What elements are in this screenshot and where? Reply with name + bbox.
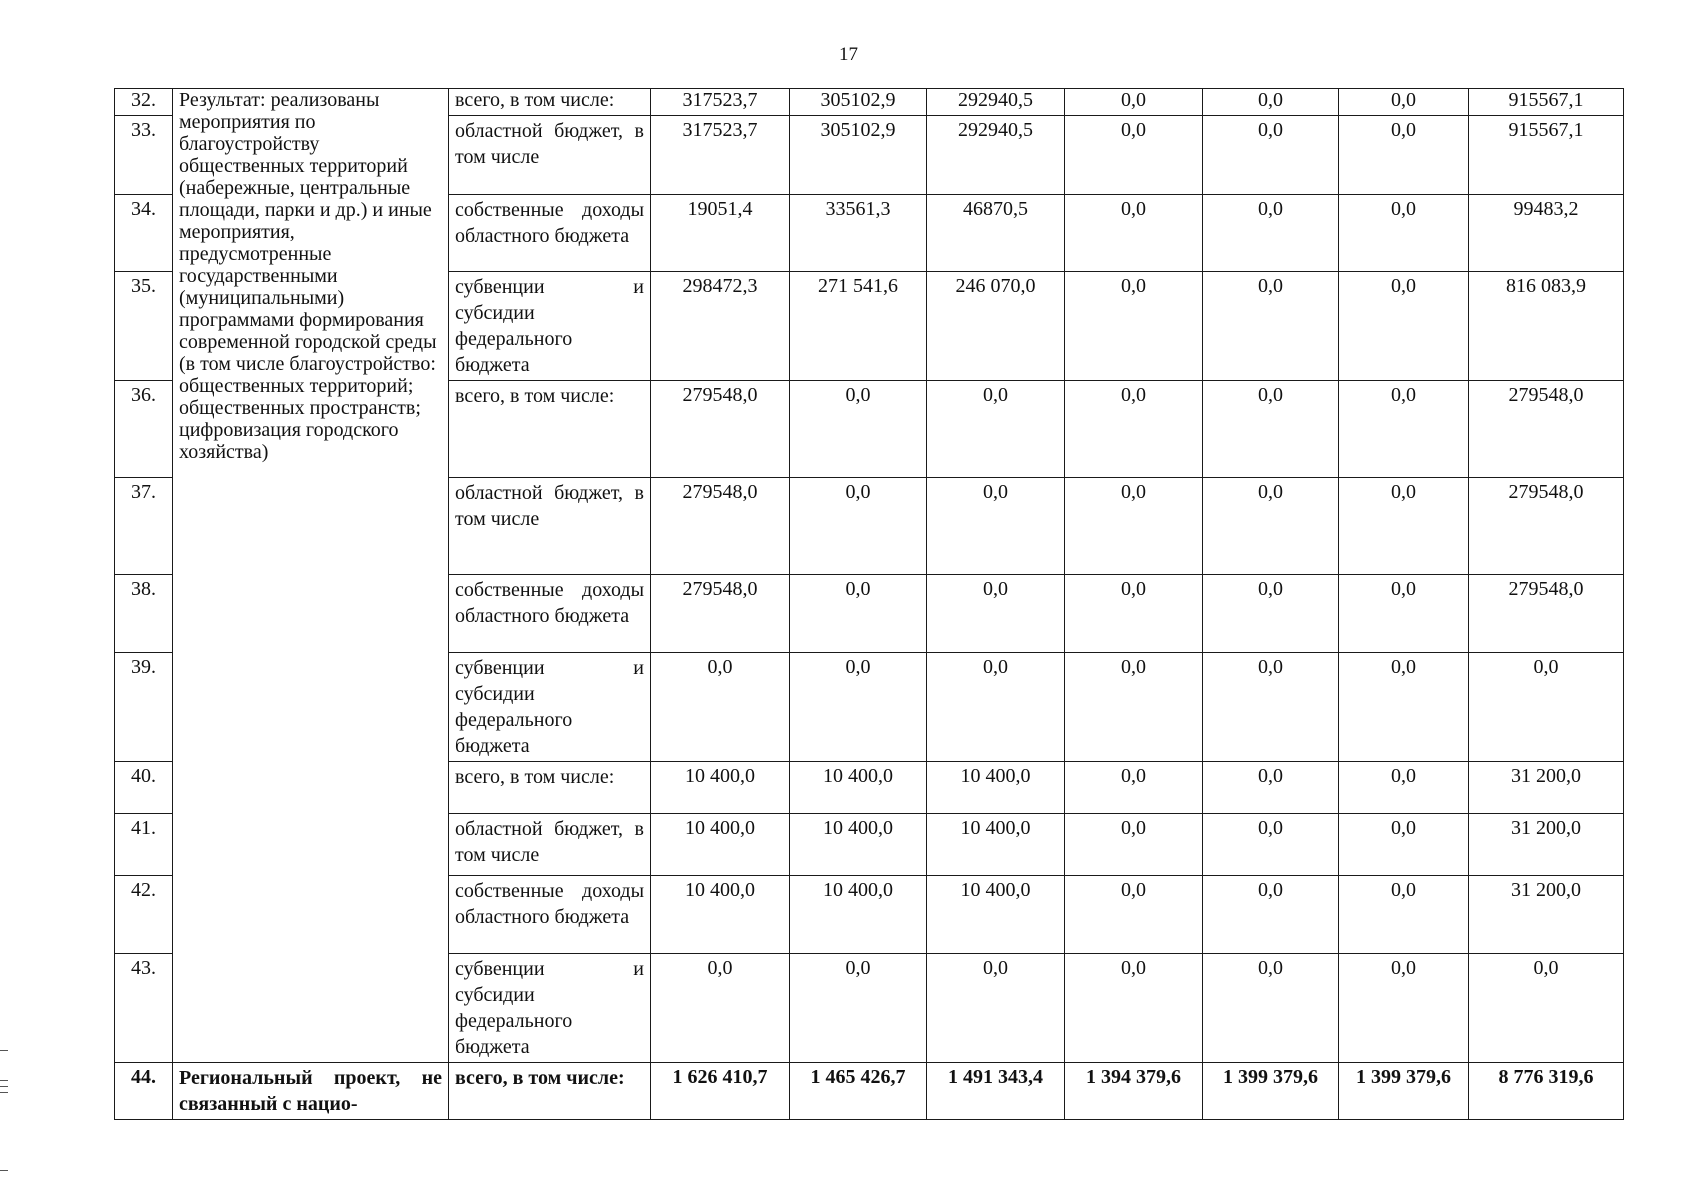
year-value-cell: 10 400,0 [790,762,927,814]
total-value-cell: 0,0 [1469,954,1624,1063]
total-value-cell: 0,0 [1469,653,1624,762]
year-value-cell: 0,0 [1339,575,1469,653]
year-value-cell: 0,0 [1339,195,1469,272]
year-value-cell: 10 400,0 [927,762,1065,814]
year-value-cell: 0,0 [1065,116,1203,195]
total-value-cell: 279548,0 [1469,575,1624,653]
year-value-cell: 0,0 [1339,89,1469,116]
year-value-cell: 1 394 379,6 [1065,1063,1203,1120]
year-value-cell: 1 465 426,7 [790,1063,927,1120]
year-value-cell: 0,0 [1203,272,1339,381]
funding-category: всего, в том числе: [449,1063,651,1120]
year-value-cell: 1 626 410,7 [651,1063,790,1120]
total-value-cell: 915567,1 [1469,116,1624,195]
result-description: Результат: реализованы мероприятия по благоустройству общественных территорий (набережные, центральные площади, парки и др.) и иные мероприятия, предусмотренные государственными (муниципальными) программами формирования современной городской среды (в том числе благоустройство: общественных территорий; общественных пространств; цифровизация городского хозяйства) [173,89,449,1063]
scan-edge-marks [0,1050,10,1170]
row-number: 40. [115,762,173,814]
year-value-cell: 246 070,0 [927,272,1065,381]
year-value-cell: 317523,7 [651,116,790,195]
year-value-cell: 0,0 [651,954,790,1063]
funding-category: собственные доходы областного бюджета [449,575,651,653]
year-value-cell: 0,0 [1203,195,1339,272]
total-value-cell: 915567,1 [1469,89,1624,116]
funding-category: собственные доходы областного бюджета [449,876,651,954]
year-value-cell: 1 491 343,4 [927,1063,1065,1120]
year-value-cell: 0,0 [1065,876,1203,954]
funding-category: всего, в том числе: [449,762,651,814]
row-number: 43. [115,954,173,1063]
year-value-cell: 0,0 [1203,575,1339,653]
funding-category: всего, в том числе: [449,381,651,478]
row-number: 37. [115,478,173,575]
row-number: 34. [115,195,173,272]
year-value-cell: 0,0 [790,575,927,653]
row-number: 44. [115,1063,173,1120]
total-value-cell: 279548,0 [1469,478,1624,575]
year-value-cell: 0,0 [1203,381,1339,478]
funding-category: субвенции и субсидии федерального бюджета [449,954,651,1063]
row-number: 35. [115,272,173,381]
year-value-cell: 0,0 [1203,876,1339,954]
project-name: Региональный проект, не связанный с нацио- [173,1063,449,1120]
year-value-cell: 298472,3 [651,272,790,381]
year-value-cell: 317523,7 [651,89,790,116]
year-value-cell: 0,0 [1203,478,1339,575]
year-value-cell: 279548,0 [651,478,790,575]
year-value-cell: 0,0 [1065,381,1203,478]
year-value-cell: 0,0 [1203,89,1339,116]
year-value-cell: 0,0 [1203,762,1339,814]
row-number: 42. [115,876,173,954]
row-number: 32. [115,89,173,116]
total-value-cell: 31 200,0 [1469,814,1624,876]
year-value-cell: 0,0 [651,653,790,762]
budget-table-body [115,89,1624,1120]
table-row [115,89,1624,116]
year-value-cell: 0,0 [927,653,1065,762]
year-value-cell: 0,0 [1339,381,1469,478]
year-value-cell: 0,0 [1339,814,1469,876]
year-value-cell: 1 399 379,6 [1203,1063,1339,1120]
year-value-cell: 10 400,0 [790,876,927,954]
year-value-cell: 0,0 [1065,653,1203,762]
year-value-cell: 0,0 [1065,814,1203,876]
funding-category: субвенции и субсидии федерального бюджета [449,653,651,762]
page-number: 17 [839,44,858,65]
funding-category: собственные доходы областного бюджета [449,195,651,272]
row-number: 41. [115,814,173,876]
year-value-cell: 33561,3 [790,195,927,272]
total-value-cell: 99483,2 [1469,195,1624,272]
year-value-cell: 19051,4 [651,195,790,272]
year-value-cell: 279548,0 [651,575,790,653]
year-value-cell: 10 400,0 [790,814,927,876]
total-value-cell: 8 776 319,6 [1469,1063,1624,1120]
funding-category: областной бюджет, в том числе [449,116,651,195]
funding-category: субвенции и субсидии федерального бюджета [449,272,651,381]
year-value-cell: 292940,5 [927,116,1065,195]
budget-table [114,88,1624,1120]
year-value-cell: 0,0 [790,381,927,478]
year-value-cell: 0,0 [1065,575,1203,653]
year-value-cell: 0,0 [1339,272,1469,381]
year-value-cell: 271 541,6 [790,272,927,381]
year-value-cell: 0,0 [927,954,1065,1063]
year-value-cell: 0,0 [1339,116,1469,195]
year-value-cell: 0,0 [1065,478,1203,575]
year-value-cell: 10 400,0 [651,876,790,954]
year-value-cell: 0,0 [1065,762,1203,814]
year-value-cell: 0,0 [1339,876,1469,954]
funding-category: областной бюджет, в том числе [449,814,651,876]
year-value-cell: 10 400,0 [927,814,1065,876]
total-value-cell: 816 083,9 [1469,272,1624,381]
year-value-cell: 0,0 [1203,814,1339,876]
year-value-cell: 0,0 [790,954,927,1063]
year-value-cell: 1 399 379,6 [1339,1063,1469,1120]
funding-category: всего, в том числе: [449,89,651,116]
year-value-cell: 0,0 [1339,954,1469,1063]
year-value-cell: 10 400,0 [927,876,1065,954]
year-value-cell: 0,0 [1065,89,1203,116]
year-value-cell: 0,0 [1065,954,1203,1063]
year-value-cell: 279548,0 [651,381,790,478]
row-number: 39. [115,653,173,762]
year-value-cell: 0,0 [790,653,927,762]
row-number: 38. [115,575,173,653]
year-value-cell: 0,0 [927,575,1065,653]
table-row [115,1063,1624,1120]
year-value-cell: 10 400,0 [651,814,790,876]
year-value-cell: 0,0 [927,478,1065,575]
row-number: 36. [115,381,173,478]
year-value-cell: 0,0 [1339,762,1469,814]
year-value-cell: 0,0 [1203,954,1339,1063]
row-number: 33. [115,116,173,195]
total-value-cell: 279548,0 [1469,381,1624,478]
year-value-cell: 305102,9 [790,89,927,116]
funding-category: областной бюджет, в том числе [449,478,651,575]
year-value-cell: 305102,9 [790,116,927,195]
year-value-cell: 0,0 [790,478,927,575]
total-value-cell: 31 200,0 [1469,762,1624,814]
year-value-cell: 0,0 [1065,195,1203,272]
year-value-cell: 0,0 [927,381,1065,478]
year-value-cell: 0,0 [1339,478,1469,575]
year-value-cell: 0,0 [1339,653,1469,762]
year-value-cell: 10 400,0 [651,762,790,814]
year-value-cell: 0,0 [1065,272,1203,381]
total-value-cell: 31 200,0 [1469,876,1624,954]
year-value-cell: 292940,5 [927,89,1065,116]
year-value-cell: 0,0 [1203,116,1339,195]
year-value-cell: 46870,5 [927,195,1065,272]
year-value-cell: 0,0 [1203,653,1339,762]
